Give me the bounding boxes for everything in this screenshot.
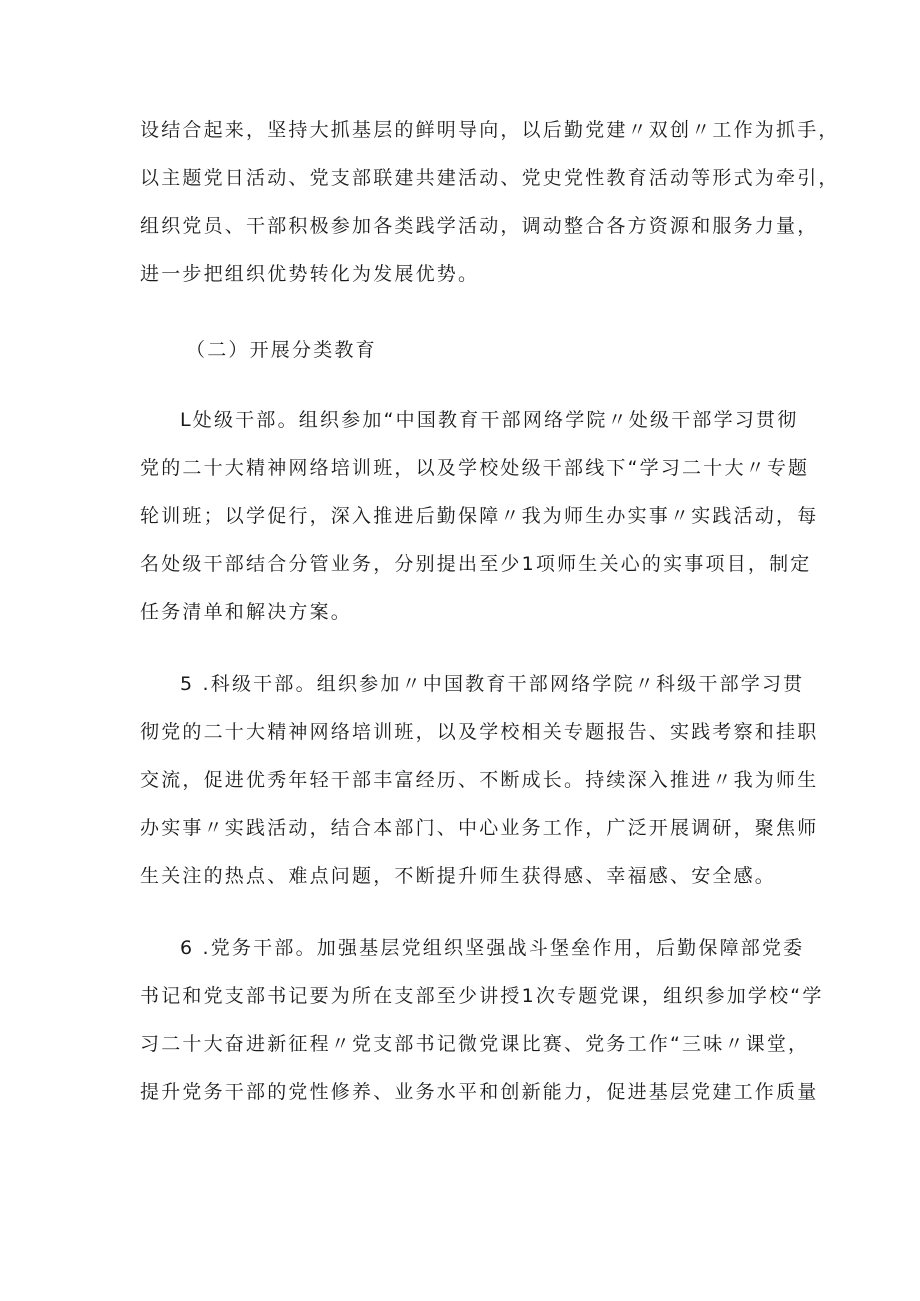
text-line: 办实事〃实践活动，结合本部门、中心业务工作，广泛开展调研，聚焦师 [140, 817, 819, 839]
section-heading: （二）开展分类教育 [186, 339, 377, 361]
text-line: 任务清单和解决方案。 [140, 601, 353, 623]
text-line: 6 .党务干部。加强基层党组织坚强战斗堡垒作用，后勤保障部党委 [180, 937, 805, 959]
text-line: 习二十大奋进新征程〃党支部书记微党课比赛、党务工作“三味〃课堂， [140, 1033, 810, 1055]
text-line: 彻党的二十大精神网络培训班，以及学校相关专题报告、实践考察和挂职 [140, 721, 819, 743]
text-line: 轮训班；以学促行，深入推进后勤保障〃我为师生办实事〃实践活动，每 [140, 505, 819, 527]
text-line: 党的二十大精神网络培训班，以及学校处级干部线下“学习二十大〃专题 [140, 457, 810, 479]
text-line: 以主题党日活动、党支部联建共建活动、党史党性教育活动等形式为牵引， [140, 167, 840, 189]
text-line: 5 .科级干部。组织参加〃中国教育干部网络学院〃科级干部学习贯 [180, 673, 805, 695]
text-line: 生关注的热点、难点问题，不断提升师生获得感、幸福感、安全感。 [140, 865, 777, 887]
text-line: 组织党员、干部积极参加各类践学活动，调动整合各方资源和服务力量， [140, 215, 819, 237]
text-line: L处级干部。组织参加“中国教育干部网络学院〃处级干部学习贯彻 [180, 409, 799, 431]
text-line: 交流，促进优秀年轻干部丰富经历、不断成长。持续深入推进〃我为师生 [140, 769, 819, 791]
text-line: 进一步把组织优势转化为发展优势。 [140, 263, 480, 285]
text-line: 设结合起来，坚持大抓基层的鲜明导向，以后勤党建〃双创〃工作为抓手， [140, 119, 840, 141]
text-line: 书记和党支部书记要为所在支部至少讲授1次专题党课，组织参加学校“学 [140, 985, 824, 1007]
text-line: 提升党务干部的党性修养、业务水平和创新能力，促进基层党建工作质量 [140, 1081, 819, 1103]
text-line: 名处级干部结合分管业务，分别提出至少1项师生关心的实事项目，制定 [140, 553, 812, 575]
